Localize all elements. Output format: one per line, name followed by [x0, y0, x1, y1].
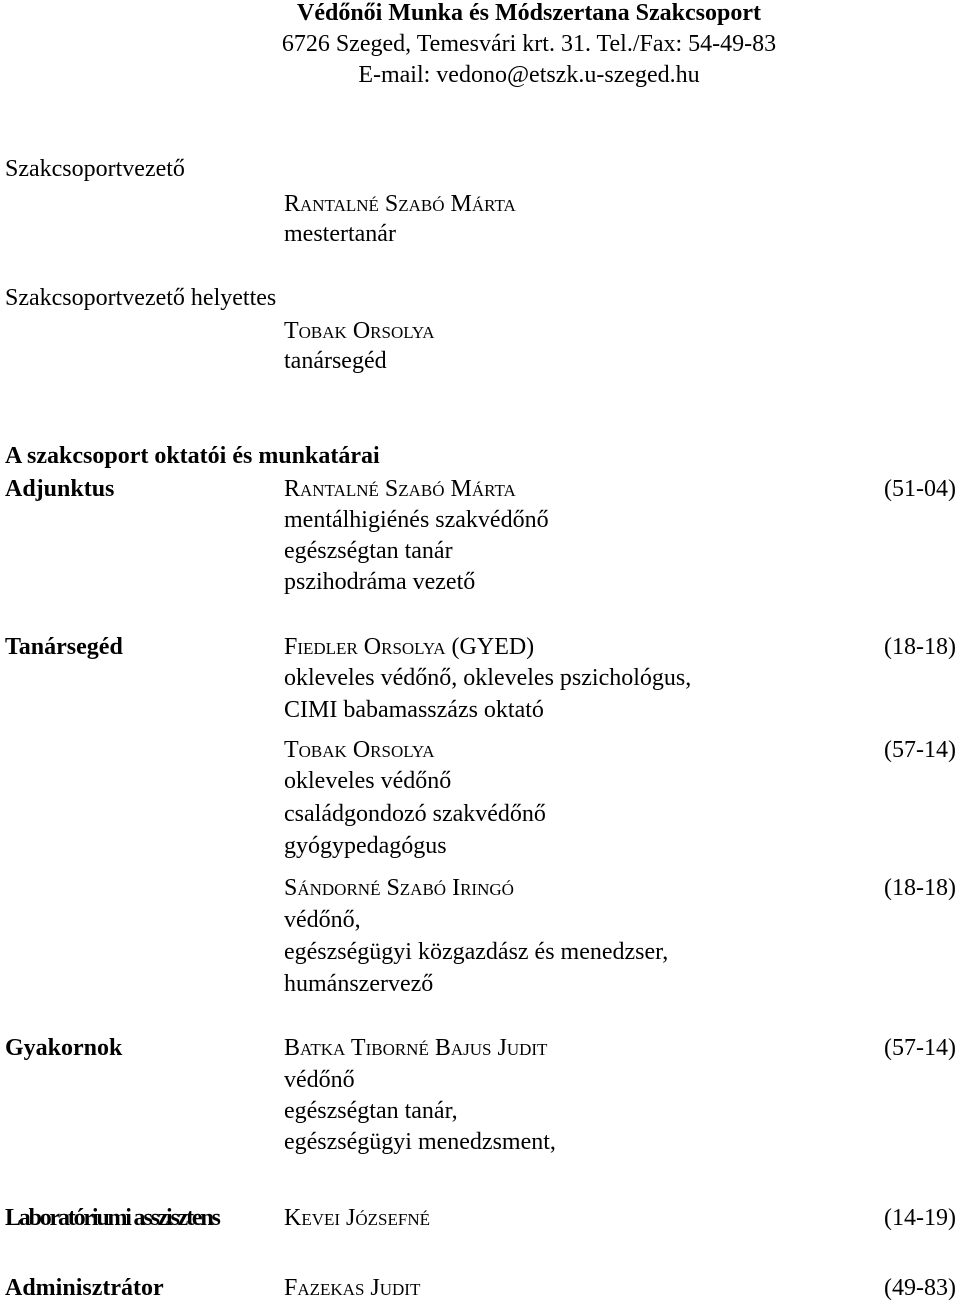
- staff-phone: (51-04): [884, 476, 956, 502]
- role-adminisztrator: Adminisztrátor: [5, 1275, 164, 1301]
- deputy-name: Tobak Orsolya: [284, 318, 435, 344]
- staff-detail: gyógypedagógus: [284, 833, 447, 859]
- staff-phone: (18-18): [884, 634, 956, 660]
- deputy-title: Szakcsoportvezető helyettes: [5, 285, 277, 311]
- staff-name: Tobak Orsolya: [284, 737, 435, 763]
- staff-detail: egészségügyi menedzsment,: [284, 1129, 556, 1155]
- staff-detail: okleveles védőnő: [284, 768, 452, 794]
- head-name: Rantalné Szabó Márta: [284, 191, 516, 217]
- staff-phone: (49-83): [884, 1275, 956, 1301]
- staff-detail: pszihodráma vezető: [284, 569, 476, 595]
- staff-name: Batka Tiborné Bajus Judit: [284, 1035, 548, 1061]
- staff-phone: (18-18): [884, 875, 956, 901]
- staff-detail: védőnő,: [284, 907, 361, 933]
- role-adjunktus: Adjunktus: [5, 476, 115, 502]
- staff-phone: (57-14): [884, 1035, 956, 1061]
- staff-phone: (57-14): [884, 737, 956, 763]
- role-gyakornok: Gyakornok: [5, 1035, 123, 1061]
- staff-detail: egészségtan tanár,: [284, 1098, 458, 1124]
- staff-detail: egészségtan tanár: [284, 538, 453, 564]
- staff-phone: (14-19): [884, 1205, 956, 1231]
- address-line: 6726 Szeged, Temesvári krt. 31. Tel./Fax: 54-49-83: [281, 31, 777, 57]
- staff-name: Kevei Józsefné: [284, 1205, 430, 1231]
- deputy-rank: tanársegéd: [284, 348, 387, 374]
- staff-detail: okleveles védőnő, okleveles pszichológus,: [284, 665, 692, 691]
- staff-name: Fiedler Orsolya (GYED): [284, 634, 535, 660]
- staff-name: Sándorné Szabó Iringó: [284, 875, 514, 901]
- staff-name: Fazekas Judit: [284, 1275, 421, 1301]
- staff-detail: családgondozó szakvédőnő: [284, 801, 546, 827]
- staff-name: Rantalné Szabó Márta: [284, 476, 516, 502]
- staff-detail: mentálhigiénés szakvédőnő: [284, 507, 549, 533]
- role-tanarseged: Tanársegéd: [5, 634, 123, 660]
- staff-heading: A szakcsoport oktatói és munkatárai: [5, 443, 380, 469]
- staff-detail: humánszervező: [284, 971, 434, 997]
- email-line: E-mail: vedono@etszk.u-szeged.hu: [358, 62, 700, 88]
- role-laborasszisztens: Laboratóriumi asszisztens: [5, 1205, 219, 1231]
- staff-detail: CIMI babamasszázs oktató: [284, 697, 544, 723]
- head-title: Szakcsoportvezető: [5, 156, 185, 182]
- head-rank: mestertanár: [284, 221, 396, 247]
- staff-detail: védőnő: [284, 1067, 355, 1093]
- department-title: Védőnői Munka és Módszertana Szakcsoport: [296, 0, 761, 26]
- staff-detail: egészségügyi közgazdász és menedzser,: [284, 939, 669, 965]
